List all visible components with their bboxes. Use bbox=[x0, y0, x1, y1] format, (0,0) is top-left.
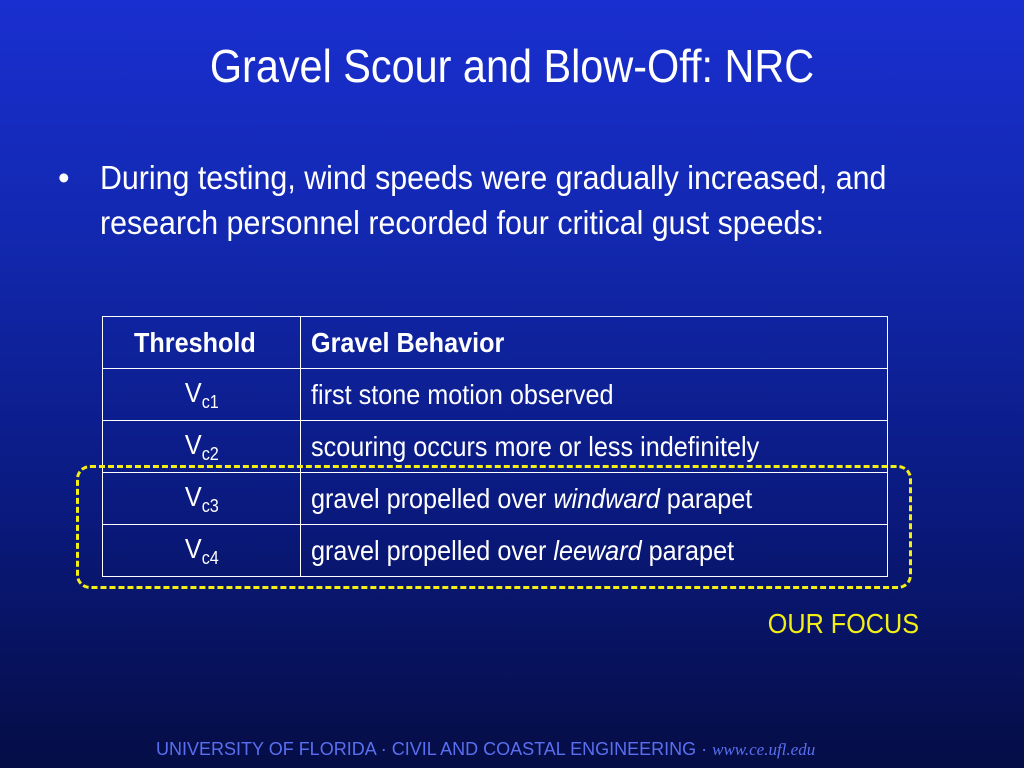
behavior-emphasis: leeward bbox=[553, 534, 642, 566]
threshold-cell bbox=[103, 525, 301, 577]
table-row bbox=[103, 473, 888, 525]
threshold-symbol: V bbox=[184, 428, 202, 460]
bullet-line-1: During testing, wind speeds were gradually increased, and bbox=[100, 159, 887, 196]
threshold-subscript: c4 bbox=[201, 547, 219, 568]
footer-url: www.ce.ufl.edu bbox=[712, 740, 816, 759]
bullet-marker: • bbox=[58, 159, 70, 196]
threshold-subscript: c1 bbox=[201, 391, 219, 412]
behavior-cell bbox=[301, 421, 888, 473]
header-label: Threshold bbox=[133, 326, 256, 358]
behavior-text: gravel propelled over bbox=[311, 534, 554, 566]
threshold-cell bbox=[103, 421, 301, 473]
table-header-row bbox=[103, 317, 888, 369]
threshold-symbol: V bbox=[184, 376, 202, 408]
behavior-cell bbox=[301, 369, 888, 421]
behavior-text-tail: parapet bbox=[659, 482, 753, 514]
bullet-text bbox=[100, 155, 910, 245]
threshold-subscript: c2 bbox=[201, 443, 219, 464]
footer bbox=[156, 739, 815, 760]
footer-text: UNIVERSITY OF FLORIDA · CIVIL AND COASTAL ENGINEERING · bbox=[156, 739, 713, 759]
table-header-behavior bbox=[301, 317, 888, 369]
table-header-threshold bbox=[103, 317, 301, 369]
threshold-cell bbox=[103, 369, 301, 421]
table-row bbox=[103, 525, 888, 577]
behavior-text: scouring occurs more or less indefinitely bbox=[311, 430, 760, 462]
focus-label: OUR FOCUS bbox=[767, 608, 919, 639]
behavior-text: first stone motion observed bbox=[311, 378, 614, 410]
threshold-subscript: c3 bbox=[201, 495, 219, 516]
behavior-text: gravel propelled over bbox=[311, 482, 554, 514]
slide-title: Gravel Scour and Blow-Off: NRC bbox=[209, 40, 815, 92]
threshold-table bbox=[102, 316, 888, 577]
bullet-line-2: research personnel recorded four critical gust speeds: bbox=[100, 204, 824, 241]
threshold-symbol: V bbox=[184, 532, 202, 564]
behavior-cell bbox=[301, 473, 888, 525]
header-label: Gravel Behavior bbox=[311, 326, 505, 358]
table-row bbox=[103, 369, 888, 421]
behavior-cell bbox=[301, 525, 888, 577]
behavior-text-tail: parapet bbox=[641, 534, 735, 566]
behavior-emphasis: windward bbox=[553, 482, 660, 514]
threshold-cell bbox=[103, 473, 301, 525]
table-row bbox=[103, 421, 888, 473]
threshold-symbol: V bbox=[184, 480, 202, 512]
